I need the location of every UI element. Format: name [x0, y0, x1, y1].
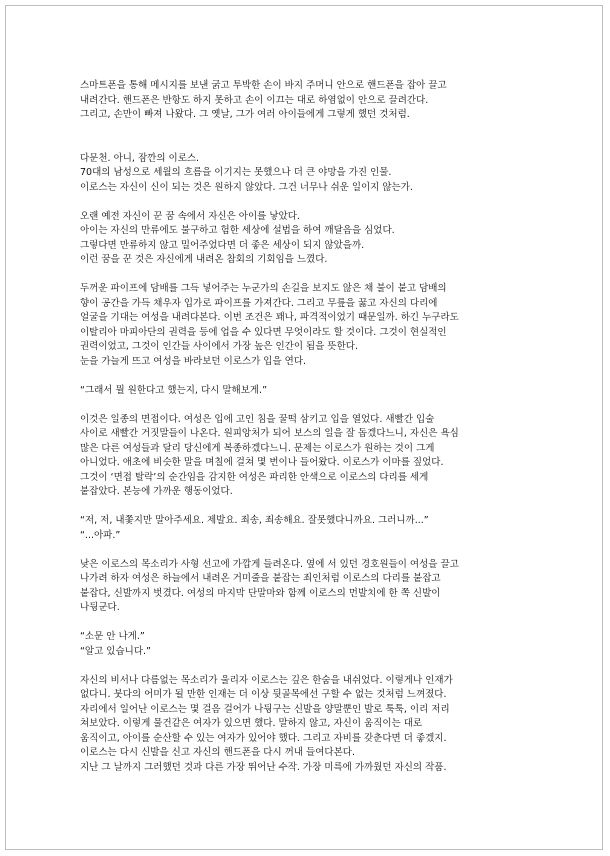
text-line: 아이는 자신의 만류에도 불구하고 험한 세상에 설법을 하여 깨달음을 심었다.: [80, 225, 395, 236]
text-line: 낮은 이로스의 목소리가 사형 선고에 가깝게 들려온다. 옆에 서 있던 경호원들이 여성을 끌고: [80, 558, 459, 570]
text-line: “그래서 뭘 원한다고 했는지, 다시 말해보게.”: [80, 384, 267, 396]
paragraph-spacer: [80, 398, 540, 413]
text-line: 이탈리아 마피아단의 권력을 등에 업을 수 있다면 무엇이라도 할 것이다. 그것이 현실적인: [80, 326, 447, 338]
text-line: 이로스는 다시 신발을 신고 자신의 핸드폰을 다시 꺼내 들여다본다.: [80, 747, 355, 758]
document-body: [80, 79, 540, 775]
text-line: 눈을 가늘게 뜨고 여성을 바라보던 이로스가 입을 연다.: [80, 355, 307, 367]
paragraph: [80, 384, 540, 399]
text-line: “소문 안 나게.”: [80, 631, 145, 642]
text-line: 붙잡다, 신발까지 벗겼다. 여성의 마지막 단말마와 함께 이로스의 먼발치에 한 쪽 신발이: [80, 587, 441, 599]
text-line: 70대의 남성으로 세월의 흐름을 이기지는 못했으나 더 큰 야망을 가진 인물.: [80, 167, 392, 178]
paragraph-spacer: [80, 616, 540, 631]
text-line: 나가려 하자 여성은 하늘에서 내려온 거미줄을 붙잡는 죄인처럼 이로스의 다리를 붙잡고: [80, 573, 441, 584]
paragraph: [80, 674, 540, 776]
text-line: 쳐보았다. 이렇게 물건같은 여자가 있으면 했다. 말하지 않고, 자신이 움직이는 대로: [80, 718, 423, 729]
paragraph: [80, 282, 540, 369]
text-line: 두꺼운 파이프에 담배를 그득 넣어주는 누군가의 손길을 보지도 않은 채 불이 붙고 담배의: [80, 283, 447, 294]
text-line: 향이 공간을 가득 채우자 입가로 파이프를 가져간다. 그리고 무릎을 꿇고 자신의 다리에: [80, 297, 438, 309]
text-line: 다문천. 아니, 잠깐의 이로스.: [80, 152, 200, 164]
text-line: 지난 그 날까지 그러했던 것과 다른 가장 뛰어난 수작. 가장 미륵에 가까웠던 자신의 작품.: [80, 761, 447, 773]
text-line: “...아파.”: [80, 529, 121, 541]
paragraph: [80, 558, 540, 616]
text-line: 오랜 예전 자신이 꾼 꿈 속에서 자신은 아이를 낳았다.: [80, 210, 300, 222]
text-line: 자리에서 일어난 이로스는 몇 걸음 걸어가 나뒹구는 신발을 양말뿐인 발로 툭툭, 이리 저리: [80, 703, 450, 715]
paragraph-spacer: [80, 543, 540, 558]
text-line: 아니었다. 애초에 비슷한 말을 며칠에 걸쳐 몇 번이나 들어왔다. 이로스가 이마를 짚었다.: [80, 457, 444, 468]
text-line: 이것은 일종의 면접이다. 여성은 입에 고인 침을 꿀떡 삼키고 입을 열었다. 새빨간 입술: [80, 413, 435, 425]
text-line: 없다니. 붓다의 어미가 될 만한 인재는 더 이상 뒷골목에선 구할 수 없는 것처럼 느껴졌다.: [80, 689, 447, 700]
text-line: 스마트폰을 통해 메시지를 보낸 굵고 투박한 손이 바지 주머니 안으로 핸드폰을 잡아 끌고: [80, 80, 447, 91]
text-line: “저, 저, 내쫓지만 말아주세요. 제발요. 죄송, 죄송해요. 잘못했다니까요. 그러니까...”: [80, 515, 429, 526]
paragraph-spacer: [80, 369, 540, 384]
text-line: 움직이고, 아이를 순산할 수 있는 여자가 있어야 했다. 그리고 자비를 갖춘다면 더 좋겠지.: [80, 732, 447, 744]
text-line: 그렇다면 만류하지 않고 밀어주었다면 더 좋은 세상이 되지 않았을까.: [80, 239, 365, 251]
text-line: 붙잡았다. 본능에 가까운 행동이었다.: [80, 486, 233, 497]
document-page: [5, 5, 603, 850]
paragraph: [80, 413, 540, 500]
text-line: 그것이 ‘면접 탈락’의 순간임을 감지한 여성은 파리한 안색으로 이로스의 다리를 세게: [80, 471, 429, 483]
paragraph: [80, 152, 540, 196]
text-line: 나뒹군다.: [80, 602, 120, 613]
paragraph-spacer: [80, 123, 540, 152]
paragraph-spacer: [80, 659, 540, 674]
paragraph: [80, 79, 540, 123]
text-line: 권력이었고, 그것이 인간들 사이에서 가장 높은 인간이 됨을 뜻한다.: [80, 341, 358, 352]
paragraph-spacer: [80, 500, 540, 515]
text-line: 그리고, 손만이 빠져 나왔다. 그 옛날, 그가 여러 아이들에게 그렇게 했던 것처럼.: [80, 109, 410, 120]
text-line: 사이로 새빨간 거짓말들이 나온다. 원피앙처가 되어 보스의 일을 잘 돕겠다느니, 자신은 욕심: [80, 428, 459, 439]
text-line: 이런 꿈을 꾼 것은 자신에게 내려온 참회의 기회임을 느꼈다.: [80, 254, 328, 265]
text-line: 자신의 비서나 다름없는 목소리가 울리자 이로스는 깊은 한숨을 내쉬었다. 이렇게나 인재가: [80, 674, 453, 686]
text-line: “알고 있습니다.”: [80, 645, 151, 657]
paragraph-spacer: [80, 195, 540, 210]
text-line: 많은 다른 여성들과 달리 당신에게 복종하겠다느니. 문제는 이로스가 원하는 것이 그게: [80, 442, 435, 454]
paragraph: [80, 630, 540, 659]
text-line: 내려간다. 핸드폰은 반항도 하지 못하고 손이 이끄는 대로 하염없이 안으로 끌려간다.: [80, 94, 429, 106]
paragraph-spacer: [80, 268, 540, 283]
paragraph: [80, 210, 540, 268]
paragraph: [80, 514, 540, 543]
text-line: 이로스는 자신이 신이 되는 것은 원하지 않았다. 그건 너무나 쉬운 일이지 않는가.: [80, 181, 413, 193]
text-line: 얼굴을 기대는 여성을 내려다본다. 이번 조건은 꽤나, 파격적이었기 때문일까. 하긴 누구라도: [80, 312, 459, 323]
